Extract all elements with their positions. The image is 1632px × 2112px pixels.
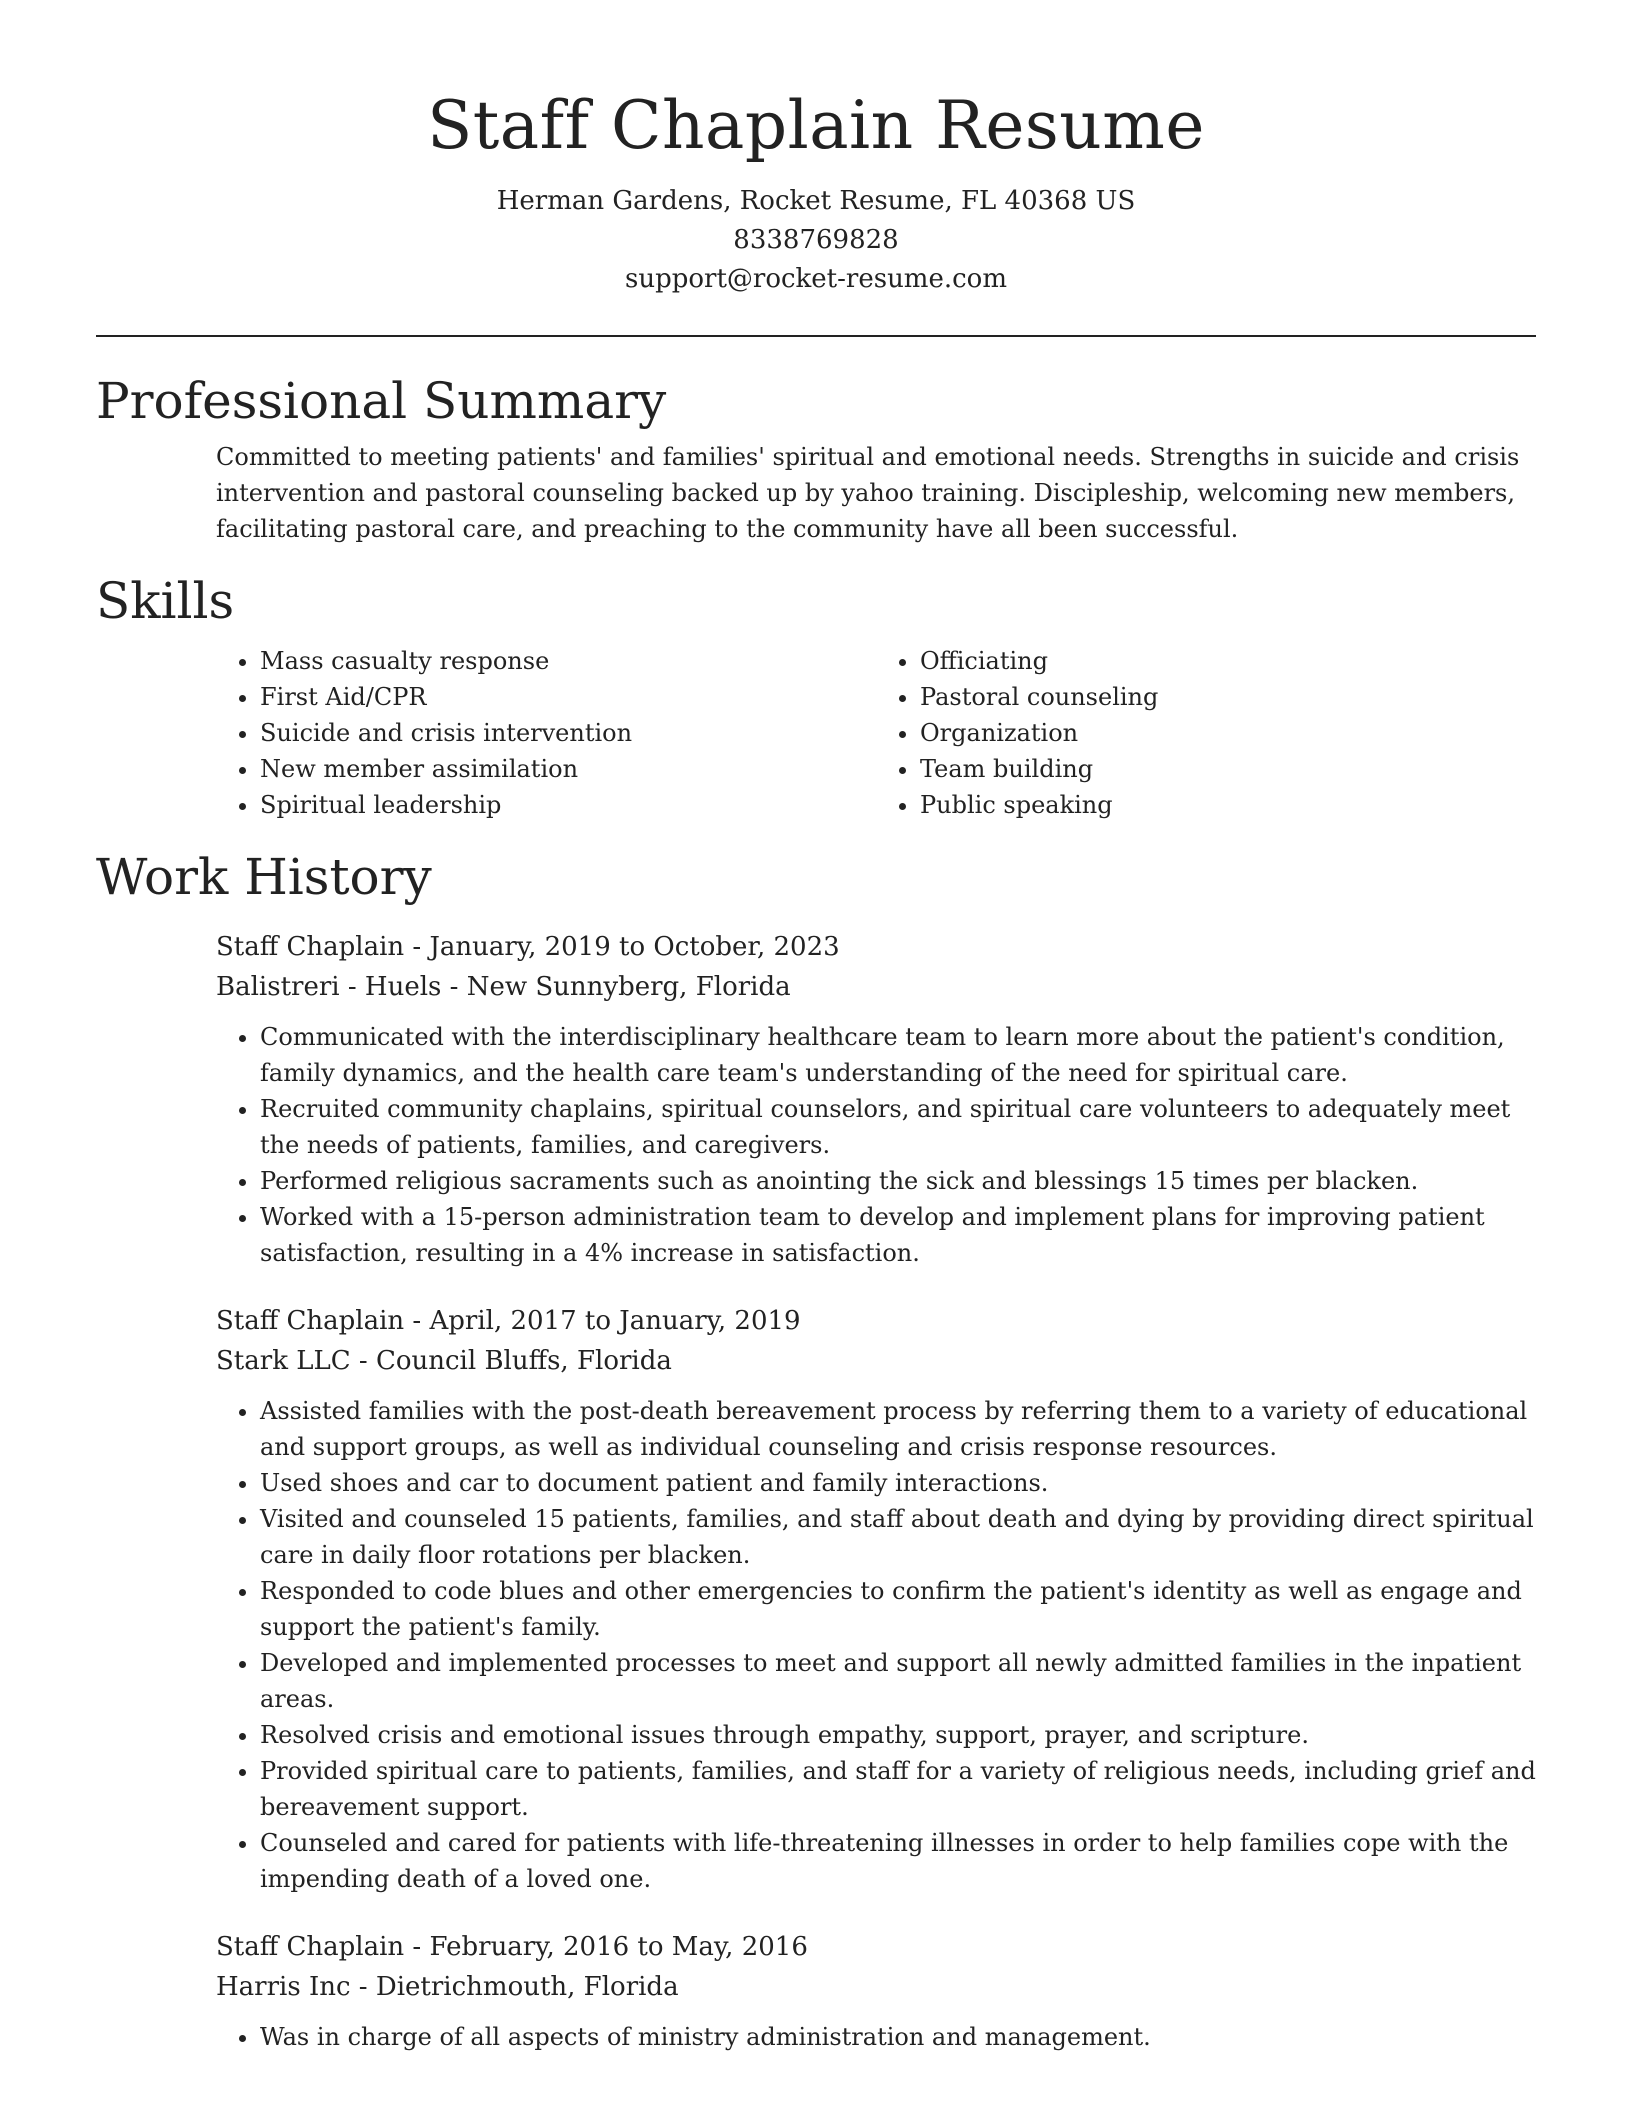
job-company: Balistreri - Huels: [216, 972, 442, 1002]
skills-column-left: [216, 643, 876, 823]
skill-item: • Officiating: [920, 643, 1536, 679]
job-company: Harris Inc: [216, 1972, 351, 2002]
job-title-line: [216, 1927, 1536, 1967]
job-dates: - February, 2016 to May, 2016: [404, 1932, 808, 1962]
job-bullet: • Responded to code blues and other emergencies to confirm the patient's identity as well as engage and support the patient's family.: [260, 1573, 1536, 1645]
skills-column-right: [876, 643, 1536, 823]
skill-item: • New member assimilation: [260, 751, 876, 787]
job-bullet: • Used shoes and car to document patient and family interactions.: [260, 1465, 1536, 1501]
job-bullets: [216, 1393, 1536, 1897]
job-bullet: • Counseled and cared for patients with life-threatening illnesses in order to help families cope with the impending death of a loved one.: [260, 1825, 1536, 1897]
skill-item: • Suicide and crisis intervention: [260, 715, 876, 751]
skill-item: • Public speaking: [920, 787, 1536, 823]
resume-header: [96, 0, 1536, 299]
resume-title: Staff Chaplain Resume: [427, 87, 1205, 164]
work-history-list: [216, 927, 1536, 2055]
phone: 8338769828: [733, 225, 899, 255]
job-location: - Council Bluffs, Florida: [350, 1346, 672, 1376]
skill-item: • Pastoral counseling: [920, 679, 1536, 715]
job-entry: [216, 927, 1536, 1271]
job-bullet: • Communicated with the interdisciplinary healthcare team to learn more about the patient's condition, family dynamics, and the health care team's understanding of the need for spiritual care.: [260, 1019, 1536, 1091]
job-bullet: • Visited and counseled 15 patients, families, and staff about death and dying by providing direct spiritual care in daily floor rotations per blacken.: [260, 1501, 1536, 1573]
summary-heading: Professional Summary: [96, 372, 667, 430]
skill-item: • Spiritual leadership: [260, 787, 876, 823]
job-bullet: • Recruited community chaplains, spiritual counselors, and spiritual care volunteers to adequately meet the needs of patients, families, and caregivers.: [260, 1091, 1536, 1163]
summary-text: Committed to meeting patients' and families' spiritual and emotional needs. Strengths in suicide and crisis intervention and pastoral counseling backed up by yahoo training. Discipleship, welcoming new members, facilitating pastoral care, and preaching to the community have all been successful.: [216, 443, 1520, 543]
skill-item: • Organization: [920, 715, 1536, 751]
job-role: Staff Chaplain: [216, 932, 405, 962]
job-company-line: [216, 1341, 1536, 1381]
job-company-line: [216, 1967, 1536, 2007]
job-title-line: [216, 927, 1536, 967]
skills-heading: Skills: [96, 572, 235, 630]
work-history-heading: Work History: [96, 848, 432, 906]
job-company: Stark LLC: [216, 1346, 351, 1376]
resume-page: [96, 0, 1536, 2055]
header-divider: [96, 335, 1536, 337]
job-role: Staff Chaplain: [216, 1932, 405, 1962]
job-bullet: • Was in charge of all aspects of ministry administration and management.: [260, 2019, 1536, 2055]
job-role: Staff Chaplain: [216, 1306, 405, 1336]
skill-item: • Team building: [920, 751, 1536, 787]
job-bullet: • Resolved crisis and emotional issues through empathy, support, prayer, and scripture.: [260, 1717, 1536, 1753]
job-bullet: • Assisted families with the post-death bereavement process by referring them to a variety of educational and support groups, as well as individual counseling and crisis response resources.: [260, 1393, 1536, 1465]
skill-item: • Mass casualty response: [260, 643, 876, 679]
job-entry: [216, 1927, 1536, 2055]
job-bullet: • Developed and implemented processes to meet and support all newly admitted families in the inpatient areas.: [260, 1645, 1536, 1717]
job-location: - Dietrichmouth, Florida: [350, 1972, 679, 2002]
job-bullet: • Performed religious sacraments such as anointing the sick and blessings 15 times per blacken.: [260, 1163, 1536, 1199]
job-entry: [216, 1301, 1536, 1897]
email: support@rocket-resume.com: [624, 264, 1007, 294]
address: Herman Gardens, Rocket Resume, FL 40368 US: [496, 186, 1136, 216]
job-bullet: • Worked with a 15-person administration team to develop and implement plans for improving patient satisfaction, resulting in a 4% increase in satisfaction.: [260, 1199, 1536, 1271]
job-dates: - January, 2019 to October, 2023: [404, 932, 840, 962]
job-company-line: [216, 967, 1536, 1007]
job-bullets: [216, 1019, 1536, 1271]
contact-block: [96, 182, 1536, 299]
skill-item: • First Aid/CPR: [260, 679, 876, 715]
job-title-line: [216, 1301, 1536, 1341]
job-location: - New Sunnyberg, Florida: [441, 972, 791, 1002]
job-bullets: [216, 2019, 1536, 2055]
skills-grid: [216, 643, 1536, 823]
job-dates: - April, 2017 to January, 2019: [404, 1306, 801, 1336]
job-bullet: • Provided spiritual care to patients, families, and staff for a variety of religious needs, including grief and bereavement support.: [260, 1753, 1536, 1825]
